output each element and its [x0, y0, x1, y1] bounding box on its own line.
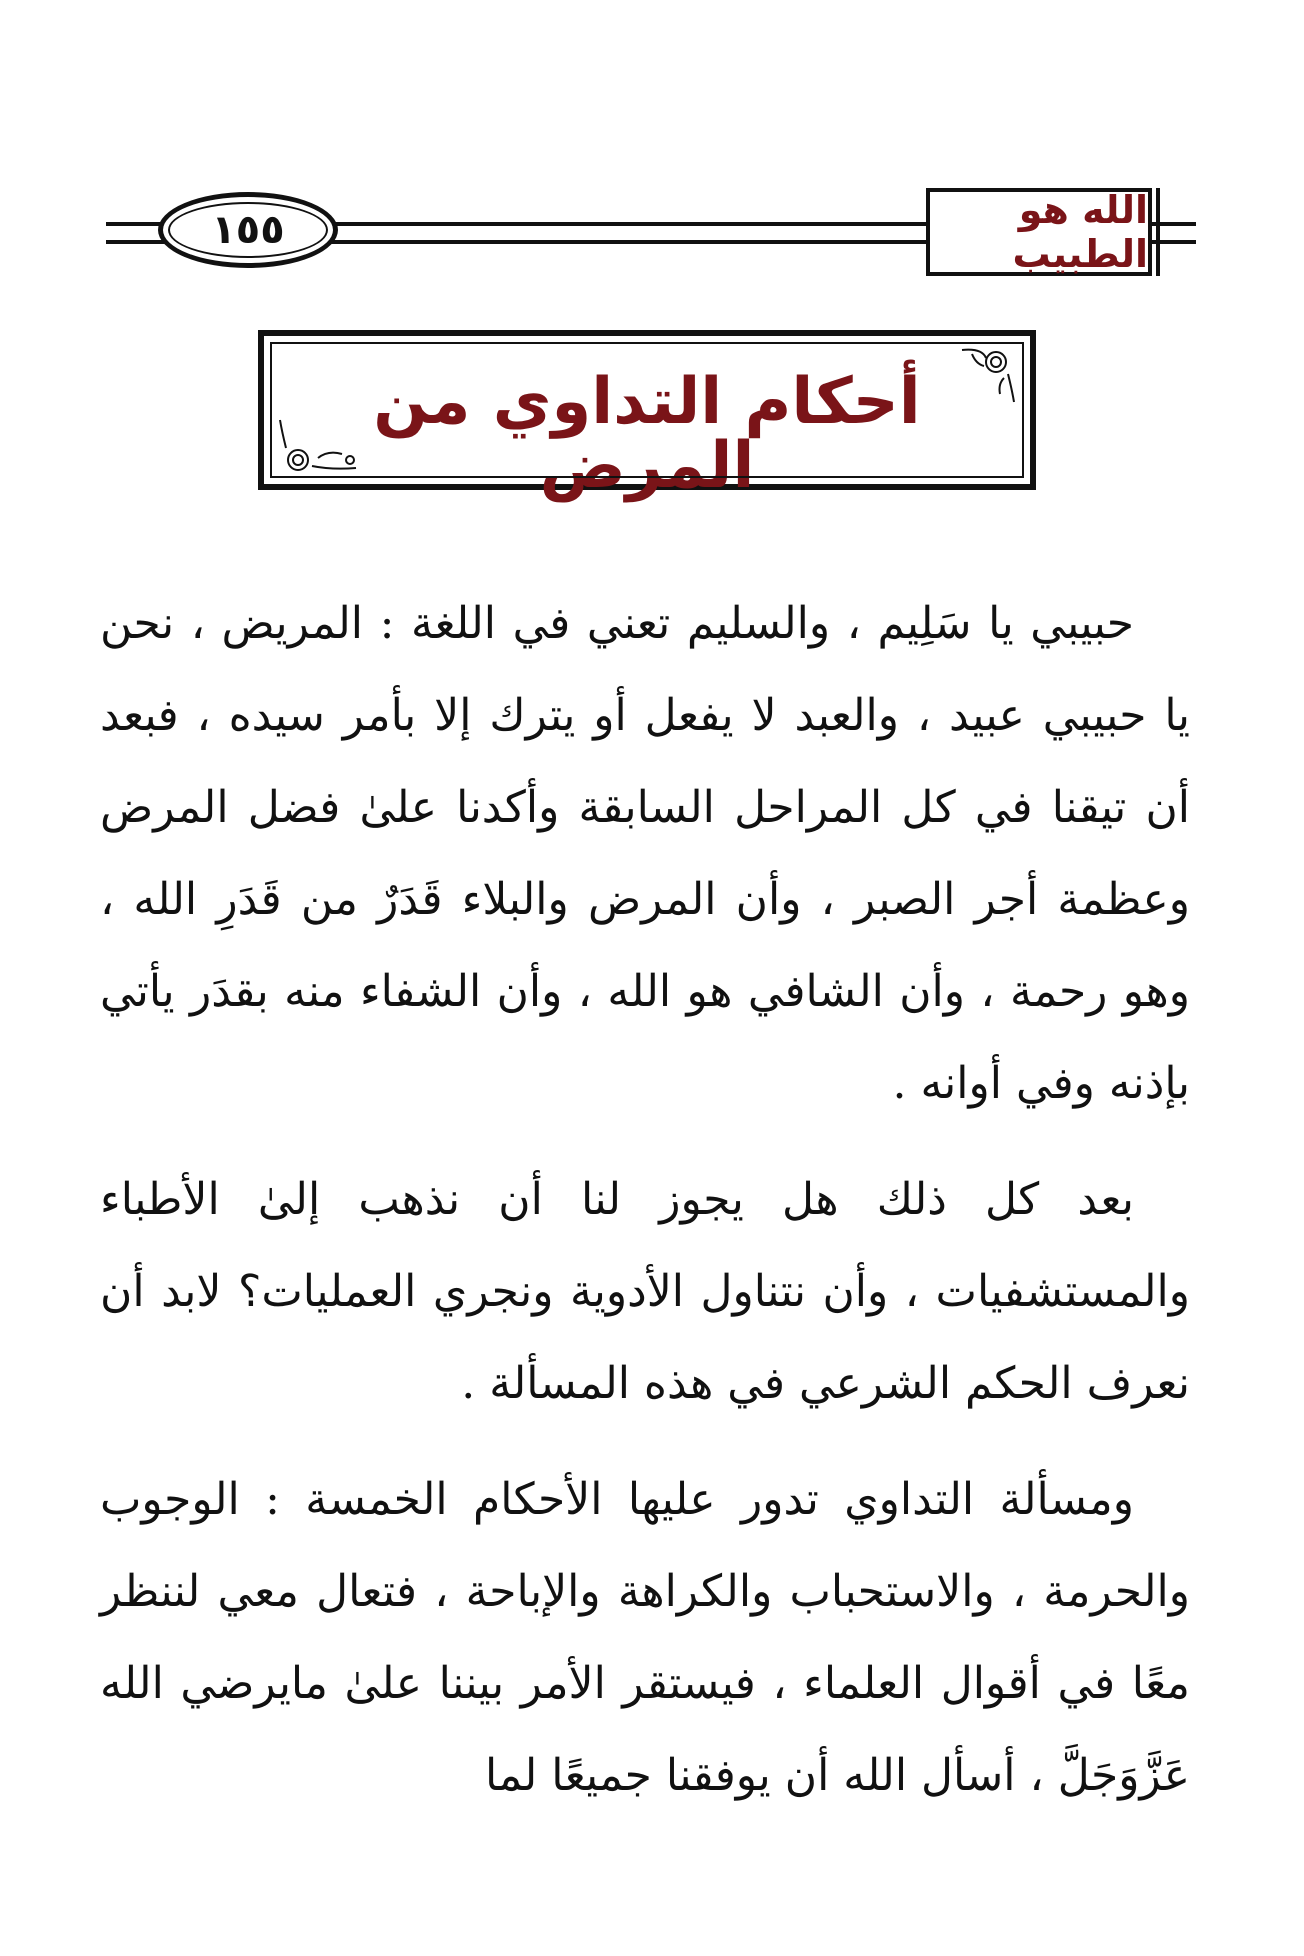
- running-header: [106, 188, 1196, 278]
- paragraph: بعد كل ذلك هل يجوز لنا أن نذهب إلىٰ الأطباء والمستشفيات ، وأن نتناول الأدوية ونجري العمليات؟ لابد أن نعرف الحكم الشرعي في هذه المسألة .: [100, 1174, 1190, 1409]
- chapter-title-frame: [258, 330, 1036, 503]
- chapter-title: أحكام التداوي من المرض: [373, 365, 921, 503]
- paragraph: ومسألة التداوي تدور عليها الأحكام الخمسة : الوجوب والحرمة ، والاستحباب والكراهة والإباحة ، فتعال معي لننظر معًا في أقوال العلماء ، فيستقر الأمر بيننا علىٰ مايرضي الله عَزَّوَجَلَّ ، أسأل الله أن يوفقنا جميعًا لما: [100, 1474, 1190, 1801]
- page-number-badge: [158, 192, 338, 268]
- paragraph: حبيبي يا سَلِيم ، والسليم تعني في اللغة : المريض ، نحن يا حبيبي عبيد ، والعبد لا يفعل أو يترك إلا بأمر سيده ، فبعد أن تيقنا في كل المراحل السابقة وأكدنا علىٰ فضل المرض وعظمة أجر الصبر ، وأن المرض والبلاء قَدَرٌ من قَدَرِ الله ، وهو رحمة ، وأن الشافي هو الله ، وأن الشفاء منه بقدَر يأتي بإذنه وفي أوانه .: [100, 598, 1190, 1109]
- header-rule: [326, 222, 936, 226]
- header-rule: [326, 240, 936, 244]
- body-text: [100, 578, 1190, 1846]
- header-rule: [1146, 240, 1196, 244]
- header-rule: [1146, 222, 1196, 226]
- floral-ornament-icon: [272, 416, 362, 476]
- running-title-box: [926, 188, 1152, 276]
- floral-ornament-icon: [952, 344, 1022, 408]
- running-title: الله هو الطبيب: [1012, 188, 1148, 276]
- page-number: ١٥٥: [211, 207, 285, 253]
